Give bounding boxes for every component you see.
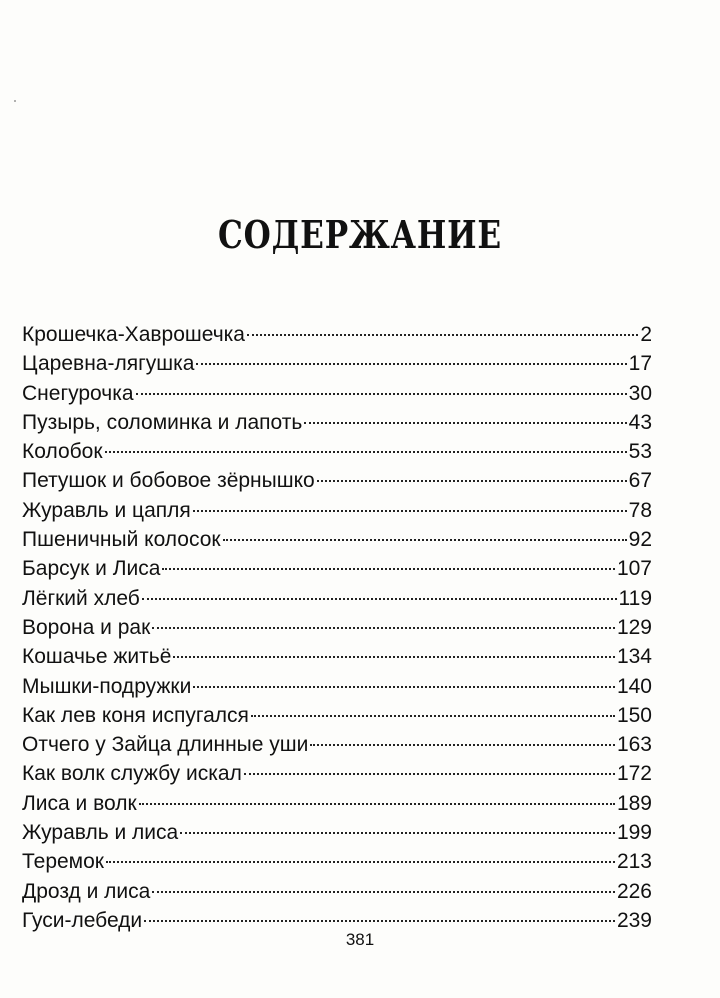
toc-entry-page: 150 bbox=[616, 703, 652, 727]
toc-entry bbox=[22, 554, 652, 583]
toc-entry-title: Как волк службу искал bbox=[22, 762, 242, 786]
toc-entry bbox=[22, 466, 652, 495]
toc-entry bbox=[22, 672, 652, 701]
dot-leader bbox=[136, 393, 627, 395]
table-of-contents bbox=[22, 320, 652, 935]
toc-entry-title: Снегурочка bbox=[22, 381, 134, 405]
dot-leader bbox=[180, 832, 615, 834]
toc-entry-page: 17 bbox=[628, 352, 652, 376]
toc-entry bbox=[22, 759, 652, 788]
dot-leader bbox=[247, 334, 638, 336]
toc-entry-page: 119 bbox=[618, 586, 652, 610]
dot-leader bbox=[139, 803, 615, 805]
toc-entry-title: Как лев коня испугался bbox=[22, 703, 249, 727]
toc-entry bbox=[22, 730, 652, 759]
toc-entry-page: 2 bbox=[640, 323, 652, 346]
dot-leader bbox=[173, 656, 615, 658]
toc-entry-title: Барсук и Лиса bbox=[22, 557, 161, 581]
toc-entry-title: Журавль и лиса bbox=[22, 821, 179, 845]
toc-entry bbox=[22, 320, 652, 349]
toc-entry-page: 213 bbox=[616, 850, 652, 874]
toc-entry bbox=[22, 847, 652, 876]
page-title: СОДЕРЖАНИЕ bbox=[218, 212, 502, 257]
toc-entry bbox=[22, 584, 652, 613]
toc-entry-title: Кошачье житьё bbox=[22, 645, 172, 669]
toc-entry bbox=[22, 525, 652, 554]
toc-entry-page: 226 bbox=[616, 879, 652, 903]
toc-entry-page: 92 bbox=[628, 528, 652, 552]
page-number: 381 bbox=[345, 930, 375, 949]
dot-leader bbox=[106, 861, 615, 863]
toc-entry-page: 107 bbox=[616, 557, 652, 581]
dot-leader bbox=[152, 627, 615, 629]
toc-entry-title: Петушок и бобовое зёрнышко bbox=[22, 469, 315, 493]
toc-entry-page: 53 bbox=[628, 440, 652, 464]
toc-entry-title: Пузырь, соломинка и лапоть bbox=[22, 410, 303, 434]
dot-leader bbox=[196, 363, 626, 365]
toc-entry-page: 129 bbox=[616, 615, 652, 639]
dot-leader bbox=[317, 480, 627, 482]
toc-entry-page: 30 bbox=[628, 381, 652, 405]
toc-entry-page: 78 bbox=[628, 498, 652, 522]
toc-entry bbox=[22, 818, 652, 847]
toc-entry-title: Лиса и волк bbox=[22, 791, 137, 815]
dot-leader bbox=[144, 920, 615, 922]
toc-entry bbox=[22, 789, 652, 818]
dot-leader bbox=[193, 510, 627, 512]
toc-entry-page: 172 bbox=[616, 762, 652, 786]
toc-entry-title: Дрозд и лиса bbox=[22, 879, 151, 903]
toc-entry-title: Лёгкий хлеб bbox=[22, 586, 140, 610]
toc-entry-title: Отчего у Зайца длинные уши bbox=[22, 733, 309, 757]
toc-entry bbox=[22, 379, 652, 408]
toc-entry-title: Теремок bbox=[22, 850, 104, 874]
toc-entry-page: 189 bbox=[616, 791, 652, 815]
dot-leader bbox=[142, 598, 617, 600]
toc-entry-title: Царевна-лягушка bbox=[22, 352, 195, 376]
toc-entry-title: Гуси-лебеди bbox=[22, 908, 143, 932]
toc-entry-page: 140 bbox=[616, 674, 652, 698]
toc-entry bbox=[22, 642, 652, 671]
toc-entry bbox=[22, 701, 652, 730]
dot-leader bbox=[223, 539, 627, 541]
toc-entry-page: 163 bbox=[616, 733, 652, 757]
toc-entry-title: Журавль и цапля bbox=[22, 498, 191, 522]
toc-entry-page: 239 bbox=[616, 908, 652, 932]
toc-entry-title: Колобок bbox=[22, 440, 103, 464]
toc-entry-page: 67 bbox=[628, 469, 652, 493]
toc-entry-page: 199 bbox=[616, 821, 652, 845]
dot-leader bbox=[105, 451, 627, 453]
scan-speck bbox=[14, 100, 16, 102]
dot-leader bbox=[152, 891, 615, 893]
toc-entry-title: Пшеничный колосок bbox=[22, 528, 221, 552]
toc-entry-page: 134 bbox=[616, 645, 652, 669]
dot-leader bbox=[193, 686, 615, 688]
dot-leader bbox=[310, 744, 615, 746]
toc-entry-page: 43 bbox=[628, 410, 652, 434]
toc-entry-title: Ворона и рак bbox=[22, 615, 151, 639]
toc-entry bbox=[22, 877, 652, 906]
toc-entry bbox=[22, 408, 652, 437]
dot-leader bbox=[251, 715, 615, 717]
toc-entry-title: Мышки-подружки bbox=[22, 674, 192, 698]
toc-entry bbox=[22, 437, 652, 466]
toc-entry bbox=[22, 349, 652, 378]
toc-entry-title: Крошечка-Хаврошечка bbox=[22, 323, 245, 346]
dot-leader bbox=[162, 568, 615, 570]
toc-entry bbox=[22, 496, 652, 525]
dot-leader bbox=[304, 422, 626, 424]
toc-entry bbox=[22, 613, 652, 642]
dot-leader bbox=[244, 773, 615, 775]
